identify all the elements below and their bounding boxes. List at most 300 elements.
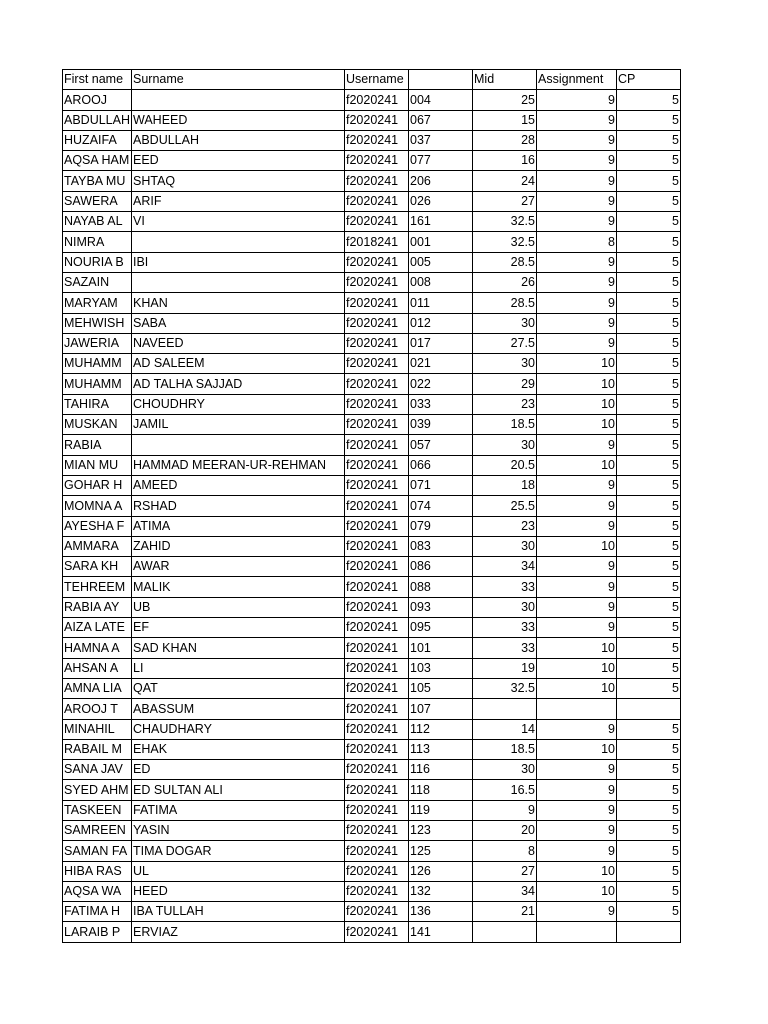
cell-cp[interactable]: 5 [617,739,681,759]
cell-username[interactable]: f2020241 [345,536,409,556]
cell-assignment[interactable]: 9 [537,110,617,130]
cell-assignment[interactable]: 10 [537,861,617,881]
cell-mid[interactable]: 15 [473,110,537,130]
cell-mid[interactable]: 21 [473,902,537,922]
cell-cp[interactable]: 5 [617,293,681,313]
cell-first-name[interactable]: JAWERIA [63,333,132,353]
cell-username-suffix[interactable]: 086 [409,557,473,577]
cell-assignment[interactable]: 9 [537,496,617,516]
cell-username[interactable]: f2018241 [345,232,409,252]
cell-first-name[interactable]: NAYAB AL [63,212,132,232]
cell-mid[interactable]: 33 [473,638,537,658]
cell-cp[interactable]: 5 [617,272,681,292]
cell-assignment[interactable]: 9 [537,313,617,333]
cell-cp[interactable]: 5 [617,861,681,881]
cell-cp[interactable]: 5 [617,536,681,556]
cell-username-suffix[interactable]: 074 [409,496,473,516]
cell-surname[interactable]: YASIN [132,820,345,840]
cell-first-name[interactable]: AMNA LIA [63,678,132,698]
cell-first-name[interactable]: SYED AHM [63,780,132,800]
cell-username[interactable]: f2020241 [345,435,409,455]
cell-username-suffix[interactable]: 116 [409,760,473,780]
cell-mid[interactable] [473,699,537,719]
cell-username[interactable]: f2020241 [345,699,409,719]
cell-mid[interactable]: 30 [473,354,537,374]
cell-assignment[interactable]: 10 [537,881,617,901]
cell-first-name[interactable]: AROOJ T [63,699,132,719]
cell-assignment[interactable]: 9 [537,902,617,922]
cell-cp[interactable]: 5 [617,760,681,780]
cell-mid[interactable]: 25 [473,90,537,110]
cell-username-suffix[interactable]: 005 [409,252,473,272]
cell-mid[interactable]: 23 [473,516,537,536]
cell-surname[interactable]: AWAR [132,557,345,577]
header-assignment[interactable]: Assignment [537,70,617,90]
cell-username[interactable]: f2020241 [345,719,409,739]
cell-username[interactable]: f2020241 [345,902,409,922]
cell-assignment[interactable]: 9 [537,435,617,455]
cell-username[interactable]: f2020241 [345,820,409,840]
cell-username-suffix[interactable]: 021 [409,354,473,374]
cell-surname[interactable]: ABASSUM [132,699,345,719]
cell-username-suffix[interactable]: 132 [409,881,473,901]
cell-surname[interactable]: ARIF [132,191,345,211]
cell-assignment[interactable]: 10 [537,455,617,475]
cell-cp[interactable]: 5 [617,577,681,597]
cell-first-name[interactable]: AROOJ [63,90,132,110]
cell-username-suffix[interactable]: 004 [409,90,473,110]
cell-first-name[interactable]: HAMNA A [63,638,132,658]
cell-assignment[interactable]: 9 [537,820,617,840]
cell-cp[interactable]: 5 [617,90,681,110]
cell-username[interactable]: f2020241 [345,557,409,577]
cell-mid[interactable]: 20.5 [473,455,537,475]
cell-surname[interactable] [132,90,345,110]
cell-assignment[interactable]: 10 [537,678,617,698]
cell-username-suffix[interactable]: 022 [409,374,473,394]
cell-assignment[interactable]: 9 [537,577,617,597]
cell-cp[interactable]: 5 [617,597,681,617]
cell-surname[interactable]: RSHAD [132,496,345,516]
cell-mid[interactable]: 18.5 [473,415,537,435]
cell-username[interactable]: f2020241 [345,212,409,232]
cell-mid[interactable]: 28.5 [473,252,537,272]
cell-surname[interactable]: NAVEED [132,333,345,353]
cell-assignment[interactable]: 9 [537,618,617,638]
cell-username-suffix[interactable]: 039 [409,415,473,435]
cell-assignment[interactable]: 10 [537,536,617,556]
cell-surname[interactable]: SHTAQ [132,171,345,191]
cell-surname[interactable]: VI [132,212,345,232]
cell-first-name[interactable]: MOMNA A [63,496,132,516]
cell-assignment[interactable]: 10 [537,415,617,435]
cell-surname[interactable]: UL [132,861,345,881]
cell-assignment[interactable]: 9 [537,475,617,495]
cell-first-name[interactable]: RABIA [63,435,132,455]
cell-mid[interactable]: 27.5 [473,333,537,353]
cell-username[interactable]: f2020241 [345,90,409,110]
cell-username-suffix[interactable]: 136 [409,902,473,922]
cell-username[interactable]: f2020241 [345,922,409,942]
cell-assignment[interactable] [537,699,617,719]
cell-first-name[interactable]: NOURIA B [63,252,132,272]
cell-username[interactable]: f2020241 [345,475,409,495]
cell-username-suffix[interactable]: 105 [409,678,473,698]
cell-first-name[interactable]: SAMAN FA [63,841,132,861]
cell-first-name[interactable]: AQSA WA [63,881,132,901]
cell-assignment[interactable]: 9 [537,841,617,861]
cell-assignment[interactable]: 9 [537,130,617,150]
cell-surname[interactable]: EHAK [132,739,345,759]
cell-cp[interactable]: 5 [617,252,681,272]
cell-first-name[interactable]: AYESHA F [63,516,132,536]
cell-username[interactable]: f2020241 [345,760,409,780]
cell-mid[interactable]: 8 [473,841,537,861]
cell-cp[interactable] [617,699,681,719]
cell-cp[interactable]: 5 [617,678,681,698]
cell-username-suffix[interactable]: 067 [409,110,473,130]
cell-mid[interactable]: 32.5 [473,212,537,232]
cell-mid[interactable]: 9 [473,800,537,820]
cell-username[interactable]: f2020241 [345,374,409,394]
cell-username[interactable]: f2020241 [345,313,409,333]
cell-cp[interactable]: 5 [617,800,681,820]
cell-first-name[interactable]: TAYBA MU [63,171,132,191]
cell-first-name[interactable]: TEHREEM [63,577,132,597]
cell-surname[interactable]: IBI [132,252,345,272]
cell-first-name[interactable]: RABAIL M [63,739,132,759]
cell-username-suffix[interactable]: 119 [409,800,473,820]
cell-first-name[interactable]: LARAIB P [63,922,132,942]
cell-assignment[interactable]: 9 [537,780,617,800]
cell-first-name[interactable]: AQSA HAM [63,151,132,171]
cell-cp[interactable]: 5 [617,374,681,394]
cell-assignment[interactable]: 8 [537,232,617,252]
cell-cp[interactable]: 5 [617,455,681,475]
cell-cp[interactable]: 5 [617,151,681,171]
cell-username-suffix[interactable]: 093 [409,597,473,617]
cell-assignment[interactable] [537,922,617,942]
cell-first-name[interactable]: MUHAMM [63,374,132,394]
cell-mid[interactable]: 30 [473,313,537,333]
cell-mid[interactable]: 34 [473,557,537,577]
cell-username-suffix[interactable]: 017 [409,333,473,353]
cell-assignment[interactable]: 9 [537,333,617,353]
cell-cp[interactable]: 5 [617,820,681,840]
cell-username[interactable]: f2020241 [345,455,409,475]
cell-cp[interactable]: 5 [617,130,681,150]
cell-mid[interactable]: 34 [473,881,537,901]
cell-surname[interactable]: WAHEED [132,110,345,130]
cell-username[interactable]: f2020241 [345,191,409,211]
cell-surname[interactable]: LI [132,658,345,678]
cell-username[interactable]: f2020241 [345,272,409,292]
cell-username[interactable]: f2020241 [345,516,409,536]
cell-assignment[interactable]: 9 [537,597,617,617]
cell-surname[interactable] [132,435,345,455]
cell-surname[interactable]: KHAN [132,293,345,313]
cell-surname[interactable]: AD TALHA SAJJAD [132,374,345,394]
cell-surname[interactable]: SAD KHAN [132,638,345,658]
cell-assignment[interactable]: 10 [537,354,617,374]
cell-cp[interactable]: 5 [617,475,681,495]
cell-assignment[interactable]: 9 [537,557,617,577]
cell-first-name[interactable]: HIBA RAS [63,861,132,881]
cell-mid[interactable]: 16.5 [473,780,537,800]
cell-first-name[interactable]: NIMRA [63,232,132,252]
cell-username-suffix[interactable]: 066 [409,455,473,475]
cell-username[interactable]: f2020241 [345,151,409,171]
cell-cp[interactable]: 5 [617,354,681,374]
cell-username[interactable]: f2020241 [345,881,409,901]
cell-first-name[interactable]: SARA KH [63,557,132,577]
cell-mid[interactable]: 30 [473,760,537,780]
cell-assignment[interactable]: 9 [537,90,617,110]
cell-cp[interactable]: 5 [617,496,681,516]
cell-username-suffix[interactable]: 033 [409,394,473,414]
cell-assignment[interactable]: 9 [537,293,617,313]
cell-surname[interactable]: SABA [132,313,345,333]
cell-surname[interactable]: ABDULLAH [132,130,345,150]
cell-mid[interactable]: 24 [473,171,537,191]
cell-cp[interactable]: 5 [617,394,681,414]
cell-assignment[interactable]: 10 [537,374,617,394]
cell-surname[interactable]: HEED [132,881,345,901]
cell-mid[interactable]: 29 [473,374,537,394]
cell-cp[interactable]: 5 [617,212,681,232]
cell-surname[interactable]: ED [132,760,345,780]
cell-assignment[interactable]: 10 [537,739,617,759]
cell-surname[interactable]: TIMA DOGAR [132,841,345,861]
header-surname[interactable]: Surname [132,70,345,90]
cell-assignment[interactable]: 9 [537,151,617,171]
cell-surname[interactable]: MALIK [132,577,345,597]
cell-first-name[interactable]: TAHIRA [63,394,132,414]
cell-surname[interactable]: CHAUDHARY [132,719,345,739]
cell-username-suffix[interactable]: 083 [409,536,473,556]
cell-cp[interactable]: 5 [617,333,681,353]
cell-first-name[interactable]: AMMARA [63,536,132,556]
cell-surname[interactable]: ERVIAZ [132,922,345,942]
cell-cp[interactable]: 5 [617,658,681,678]
cell-cp[interactable]: 5 [617,110,681,130]
cell-assignment[interactable]: 10 [537,638,617,658]
cell-username[interactable]: f2020241 [345,577,409,597]
cell-username[interactable]: f2020241 [345,780,409,800]
cell-cp[interactable]: 5 [617,902,681,922]
cell-username-suffix[interactable]: 101 [409,638,473,658]
cell-username[interactable]: f2020241 [345,333,409,353]
cell-surname[interactable]: EF [132,618,345,638]
cell-cp[interactable]: 5 [617,191,681,211]
header-mid[interactable]: Mid [473,70,537,90]
cell-assignment[interactable]: 9 [537,719,617,739]
cell-mid[interactable]: 28.5 [473,293,537,313]
cell-username[interactable]: f2020241 [345,597,409,617]
cell-cp[interactable]: 5 [617,618,681,638]
cell-username-suffix[interactable]: 057 [409,435,473,455]
cell-first-name[interactable]: HUZAIFA [63,130,132,150]
cell-username[interactable]: f2020241 [345,638,409,658]
cell-first-name[interactable]: GOHAR H [63,475,132,495]
cell-username-suffix[interactable]: 123 [409,820,473,840]
cell-mid[interactable]: 32.5 [473,232,537,252]
cell-surname[interactable]: AMEED [132,475,345,495]
cell-surname[interactable]: ATIMA [132,516,345,536]
cell-username-suffix[interactable]: 079 [409,516,473,536]
cell-assignment[interactable]: 9 [537,252,617,272]
cell-cp[interactable]: 5 [617,232,681,252]
cell-surname[interactable]: HAMMAD MEERAN-UR-REHMAN [132,455,345,475]
cell-surname[interactable]: QAT [132,678,345,698]
header-cp[interactable]: CP [617,70,681,90]
cell-first-name[interactable]: TASKEEN [63,800,132,820]
cell-cp[interactable]: 5 [617,719,681,739]
cell-mid[interactable]: 20 [473,820,537,840]
cell-username-suffix[interactable]: 095 [409,618,473,638]
cell-surname[interactable]: AD SALEEM [132,354,345,374]
cell-surname[interactable]: IBA TULLAH [132,902,345,922]
cell-username[interactable]: f2020241 [345,252,409,272]
cell-username-suffix[interactable]: 118 [409,780,473,800]
cell-cp[interactable]: 5 [617,841,681,861]
cell-assignment[interactable]: 9 [537,272,617,292]
cell-surname[interactable] [132,272,345,292]
cell-mid[interactable]: 27 [473,191,537,211]
cell-first-name[interactable]: MUSKAN [63,415,132,435]
cell-username[interactable]: f2020241 [345,800,409,820]
cell-surname[interactable]: EED [132,151,345,171]
cell-username-suffix[interactable]: 001 [409,232,473,252]
cell-username-suffix[interactable]: 088 [409,577,473,597]
cell-assignment[interactable]: 10 [537,394,617,414]
cell-username-suffix[interactable]: 107 [409,699,473,719]
cell-username-suffix[interactable]: 126 [409,861,473,881]
cell-username[interactable]: f2020241 [345,658,409,678]
cell-first-name[interactable]: MUHAMM [63,354,132,374]
cell-assignment[interactable]: 9 [537,191,617,211]
cell-username[interactable]: f2020241 [345,130,409,150]
cell-surname[interactable]: ZAHID [132,536,345,556]
cell-mid[interactable]: 28 [473,130,537,150]
cell-username-suffix[interactable]: 011 [409,293,473,313]
cell-first-name[interactable]: MARYAM [63,293,132,313]
cell-mid[interactable]: 32.5 [473,678,537,698]
cell-username-suffix[interactable]: 141 [409,922,473,942]
cell-cp[interactable]: 5 [617,516,681,536]
cell-mid[interactable]: 14 [473,719,537,739]
cell-surname[interactable]: CHOUDHRY [132,394,345,414]
cell-mid[interactable]: 16 [473,151,537,171]
cell-first-name[interactable]: SAMREEN [63,820,132,840]
cell-mid[interactable]: 27 [473,861,537,881]
cell-username-suffix[interactable]: 113 [409,739,473,759]
cell-username[interactable]: f2020241 [345,293,409,313]
cell-first-name[interactable]: AIZA LATE [63,618,132,638]
cell-username-suffix[interactable]: 206 [409,171,473,191]
cell-assignment[interactable]: 9 [537,171,617,191]
header-first-name[interactable]: First name [63,70,132,90]
cell-mid[interactable]: 33 [473,618,537,638]
cell-first-name[interactable]: SANA JAV [63,760,132,780]
cell-username-suffix[interactable]: 112 [409,719,473,739]
cell-username[interactable]: f2020241 [345,496,409,516]
cell-mid[interactable]: 30 [473,597,537,617]
cell-cp[interactable] [617,922,681,942]
cell-first-name[interactable]: RABIA AY [63,597,132,617]
cell-cp[interactable]: 5 [617,313,681,333]
cell-first-name[interactable]: SAWERA [63,191,132,211]
cell-username[interactable]: f2020241 [345,354,409,374]
cell-username[interactable]: f2020241 [345,841,409,861]
cell-username-suffix[interactable]: 071 [409,475,473,495]
cell-cp[interactable]: 5 [617,435,681,455]
cell-cp[interactable]: 5 [617,881,681,901]
cell-cp[interactable]: 5 [617,415,681,435]
cell-assignment[interactable]: 9 [537,800,617,820]
cell-username-suffix[interactable]: 125 [409,841,473,861]
cell-first-name[interactable]: FATIMA H [63,902,132,922]
cell-surname[interactable]: JAMIL [132,415,345,435]
cell-cp[interactable]: 5 [617,638,681,658]
cell-username[interactable]: f2020241 [345,415,409,435]
cell-assignment[interactable]: 9 [537,760,617,780]
cell-surname[interactable]: ED SULTAN ALI [132,780,345,800]
cell-username[interactable]: f2020241 [345,739,409,759]
header-username[interactable]: Username [345,70,409,90]
cell-cp[interactable]: 5 [617,171,681,191]
cell-username-suffix[interactable]: 008 [409,272,473,292]
cell-mid[interactable]: 26 [473,272,537,292]
cell-username[interactable]: f2020241 [345,171,409,191]
cell-mid[interactable]: 33 [473,577,537,597]
cell-mid[interactable]: 25.5 [473,496,537,516]
cell-assignment[interactable]: 9 [537,516,617,536]
cell-cp[interactable]: 5 [617,780,681,800]
cell-first-name[interactable]: MEHWISH [63,313,132,333]
cell-mid[interactable] [473,922,537,942]
cell-username[interactable]: f2020241 [345,618,409,638]
cell-first-name[interactable]: AHSAN A [63,658,132,678]
cell-mid[interactable]: 23 [473,394,537,414]
header-blank[interactable] [409,70,473,90]
cell-surname[interactable]: UB [132,597,345,617]
cell-username[interactable]: f2020241 [345,394,409,414]
cell-mid[interactable]: 19 [473,658,537,678]
cell-mid[interactable]: 30 [473,536,537,556]
cell-assignment[interactable]: 10 [537,658,617,678]
cell-username-suffix[interactable]: 012 [409,313,473,333]
cell-first-name[interactable]: MIAN MU [63,455,132,475]
cell-first-name[interactable]: SAZAIN [63,272,132,292]
cell-assignment[interactable]: 9 [537,212,617,232]
cell-mid[interactable]: 18 [473,475,537,495]
cell-mid[interactable]: 30 [473,435,537,455]
cell-username-suffix[interactable]: 037 [409,130,473,150]
cell-mid[interactable]: 18.5 [473,739,537,759]
cell-username-suffix[interactable]: 161 [409,212,473,232]
cell-username-suffix[interactable]: 077 [409,151,473,171]
cell-first-name[interactable]: ABDULLAH [63,110,132,130]
cell-username-suffix[interactable]: 026 [409,191,473,211]
cell-username[interactable]: f2020241 [345,861,409,881]
cell-username[interactable]: f2020241 [345,678,409,698]
cell-cp[interactable]: 5 [617,557,681,577]
cell-username[interactable]: f2020241 [345,110,409,130]
cell-surname[interactable]: FATIMA [132,800,345,820]
cell-surname[interactable] [132,232,345,252]
cell-username-suffix[interactable]: 103 [409,658,473,678]
